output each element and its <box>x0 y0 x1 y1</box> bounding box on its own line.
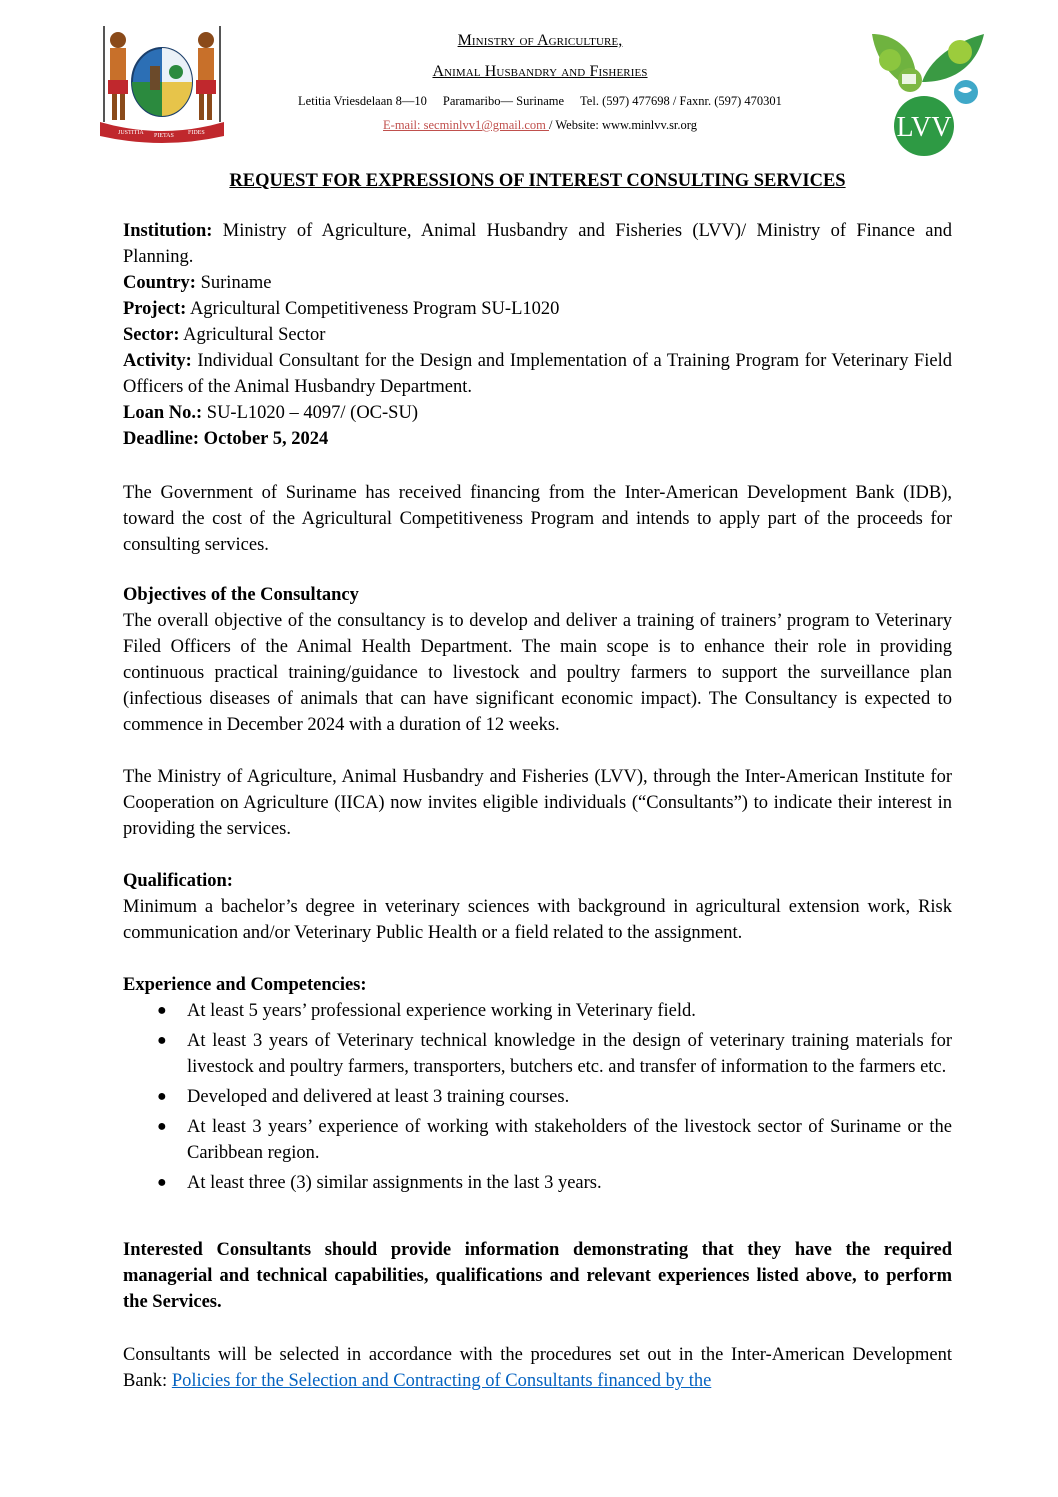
phone-fax: Tel. (597) 477698 / Faxnr. (597) 470301 <box>580 94 782 108</box>
objectives-text: The overall objective of the consultancy is to develop and deliver a training of trainers’ program to Veterinary Filed Officers of the Animal Health Department. The main scope is to enhance their role in providing continuous practical training/guidance to livestock and poultry farmers to support the surveillance plan (infectious diseases of animals that can have significant economic impact). The Consultancy is expected to commence in December 2024 with a duration of 12 weeks. <box>123 611 952 735</box>
funding-paragraph: The Government of Suriname has received financing from the Inter-American Development Bank (IDB), toward the cost of the Agricultural Competitiveness Program and intends to apply part of the proceeds for consulting services. <box>123 483 952 555</box>
coat-of-arms-emblem <box>96 22 228 144</box>
deadline-line <box>123 426 952 452</box>
bullet-icon: ● <box>157 1174 167 1191</box>
qualification-text: Minimum a bachelor’s degree in veterinary sciences with background in agricultural extension work, Risk communication and/or Veterinary Public Health or a field related to the assignment. <box>123 897 952 943</box>
loan-label: Loan No.: <box>123 403 203 423</box>
deadline: Deadline: October 5, 2024 <box>123 429 329 449</box>
bullet-icon: ● <box>157 1118 167 1135</box>
loan-line <box>123 400 952 426</box>
bullet-icon: ● <box>157 1032 167 1049</box>
list-item: ● At least three (3) similar assignments in the last 3 years. <box>187 1170 952 1196</box>
contact-line <box>240 118 840 133</box>
bullet-icon: ● <box>157 1088 167 1105</box>
activity-line <box>123 348 952 400</box>
selection-text: Consultants will be selected in accordance with the procedures set out in the Inter-American Development Bank: <box>123 1345 952 1391</box>
ministry-name-line1: Ministry of Agriculture, <box>457 32 623 49</box>
policies-link[interactable]: Policies for the Selection and Contracting of Consultants financed by the <box>171 1371 712 1391</box>
country-line <box>123 270 952 296</box>
lvv-logo <box>862 30 990 158</box>
project-info-block <box>123 218 952 452</box>
coat-banner-word-2: PIETAS <box>154 133 174 139</box>
sector-label: Sector: <box>123 325 180 345</box>
interest-paragraph: Interested Consultants should provide information demonstrating that they have the required managerial and technical capabilities, qualifications and relevant experiences listed above, to perform the Services. <box>123 1240 952 1312</box>
project-line <box>123 296 952 322</box>
country-value: Suriname <box>195 273 272 293</box>
objectives-section <box>123 582 952 738</box>
list-item: ● At least 5 years’ professional experience working in Veterinary field. <box>187 998 952 1024</box>
institution-value: Ministry of Agriculture, Animal Husbandry and Fisheries (LVV)/ Ministry of Finance and Planning. <box>123 221 952 267</box>
list-item: ● At least 3 years’ experience of working with stakeholders of the livestock sector of Suriname or the Caribbean region. <box>187 1114 952 1166</box>
experience-section <box>123 972 952 1200</box>
activity-label: Activity: <box>123 351 192 371</box>
website-text: / Website: www.minlvv.sr.org <box>549 118 697 132</box>
sector-line <box>123 322 952 348</box>
list-item: ● Developed and delivered at least 3 training courses. <box>187 1084 952 1110</box>
country-label: Country: <box>123 273 196 293</box>
institution-line <box>123 218 952 270</box>
experience-heading: Experience and Competencies: <box>123 975 367 995</box>
list-item: ● At least 3 years of Veterinary technical knowledge in the design of veterinary training materials for livestock and poultry farmers, transporters, butchers etc. and transfer of information to the farmers etc. <box>187 1028 952 1080</box>
qualification-heading: Qualification: <box>123 871 233 891</box>
email-link[interactable]: E-mail: secminlvv1@gmail.com <box>383 118 550 132</box>
logo-text: LVV <box>896 112 952 143</box>
objectives-heading: Objectives of the Consultancy <box>123 585 359 605</box>
ministry-address <box>240 94 840 109</box>
loan-value: SU-L1020 – 4097/ (OC-SU) <box>202 403 418 423</box>
project-label: Project: <box>123 299 187 319</box>
experience-list <box>123 998 952 1196</box>
activity-value: Individual Consultant for the Design and Implementation of a Training Program for Veterinary Field Officers of the Animal Husbandry Department. <box>123 351 952 397</box>
sector-value: Agricultural Sector <box>179 325 326 345</box>
coat-banner-word-3: FIDES <box>188 130 205 136</box>
institution-label: Institution: <box>123 221 213 241</box>
city: Paramaribo— Suriname <box>442 94 565 108</box>
document-title: REQUEST FOR EXPRESSIONS OF INTEREST CONSULTING SERVICES <box>229 171 846 191</box>
qualification-section <box>123 868 952 946</box>
project-value: Agricultural Competitiveness Program SU-L1020 <box>186 299 560 319</box>
bullet-icon: ● <box>157 1002 167 1019</box>
invitation-paragraph: The Ministry of Agriculture, Animal Husbandry and Fisheries (LVV), through the Inter-American Institute for Cooperation on Agriculture (IICA) now invites eligible individuals (“Consultants”) to indicate their interest in providing the services. <box>123 767 952 839</box>
selection-paragraph <box>123 1342 952 1394</box>
street-address: Letitia Vriesdelaan 8—10 <box>298 94 427 108</box>
ministry-name-line2: Animal Husbandry and Fisheries <box>432 63 648 80</box>
coat-banner-word-1: JUSTITIA <box>118 130 144 136</box>
